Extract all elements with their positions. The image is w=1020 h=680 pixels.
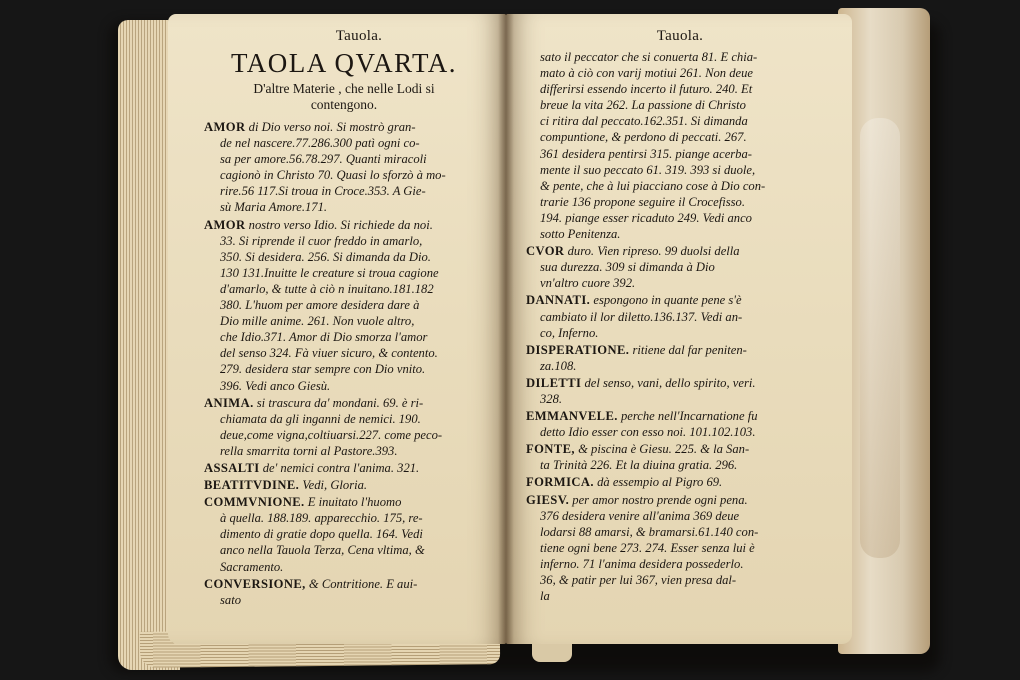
index-entry [526, 474, 834, 490]
entry-line: de' nemici contra l'anima. 321. [262, 460, 420, 475]
entry-line: 376 desidera venire all'anima 369 deue [540, 508, 740, 523]
subtitle-line: D'altre Materie , che nelle Lodi si [253, 81, 435, 96]
entry-line: za.108. [540, 358, 577, 373]
entry-line: breue la vita 262. La passione di Christo [540, 98, 746, 113]
index-entry [526, 441, 834, 473]
entry-line: sotto Penitenza. [540, 227, 621, 242]
entry-line: 194. piange esser ricaduto 249. Vedi anco [540, 210, 752, 225]
entry-line: sato [220, 592, 241, 607]
entry-heading: FONTE, [526, 442, 575, 457]
index-entry [204, 395, 484, 459]
entry-heading: BEATITVDINE. [204, 478, 300, 493]
entry-line: cagionò in Christo 70. Quasi lo sforzò à mo- [220, 168, 446, 183]
entry-line: nostro verso Idio. Si richiede da noi. [248, 217, 433, 232]
entry-line: deue,come vigna,coltiuarsi.227. come peco- [220, 427, 443, 442]
index-entry [204, 119, 484, 216]
entry-line: del senso 324. Fà viuer sicuro, & contento. [220, 346, 438, 361]
entry-heading: AMOR [204, 217, 246, 232]
entry-heading: FORMICA. [526, 475, 594, 490]
entry-line: 361 desidera pentirsi 315. piange acerba- [540, 146, 752, 161]
entry-heading: DISPERATIONE. [526, 342, 630, 357]
entry-line: 33. Si riprende il cuor freddo in amarlo, [220, 233, 423, 248]
index-entry [526, 492, 834, 605]
entry-line: cambiato il lor diletto.136.137. Vedi an- [540, 309, 743, 324]
entry-heading: CONVERSIONE, [204, 576, 306, 591]
entry-line: & pente, che à lui piacciano cose à Dio con- [540, 178, 766, 193]
running-head-right: Tauola. [656, 28, 704, 44]
index-entry [526, 408, 834, 440]
page-subtitle [204, 81, 484, 113]
entry-line: espongono in quante pene s'è [593, 293, 742, 308]
entry-heading: DILETTI [526, 375, 582, 390]
entry-line: 396. Vedi anco Giesù. [220, 378, 331, 393]
entry-heading: ANIMA. [204, 395, 254, 410]
entry-line: del senso, vani, dello spirito, veri. [584, 375, 756, 390]
entry-heading: DANNATI. [526, 293, 591, 308]
entry-heading: AMOR [204, 120, 246, 134]
entry-line: inferno. 71 l'anima desidera possederlo. [540, 556, 744, 571]
entry-line: chiamata da gli inganni de nemici. 190. [220, 411, 421, 426]
entry-line: d'amarlo, & tutte à ciò n inuitano.181.182 [220, 281, 434, 296]
entry-line: Vedi, Gloria. [302, 478, 368, 493]
entry-line: rire.56 117.Si troua in Croce.353. A Gie- [220, 184, 426, 199]
index-entry [526, 243, 834, 291]
entry-line: compuntione, & perdono di peccati. 267. [540, 130, 747, 145]
entry-line: ci ritira dal peccato.162.351. Si dimanda [540, 114, 748, 129]
index-entry [204, 477, 484, 493]
entry-heading: ASSALTI [204, 460, 260, 475]
index-entry [526, 375, 834, 407]
entry-line: 328. [540, 391, 563, 406]
entry-heading: COMMVNIONE. [204, 495, 305, 510]
index-entry [204, 576, 484, 608]
entry-line: sua durezza. 309 si dimanda à Dio [540, 260, 715, 275]
entry-line: duro. Vien ripreso. 99 duolsi della [567, 244, 740, 259]
index-entries-left [204, 119, 484, 608]
entry-line: co, Inferno. [540, 325, 599, 340]
index-entry [526, 49, 834, 242]
index-entry [526, 342, 834, 374]
entry-line: dimento di gratie dopo quella. 164. Vedi [220, 527, 423, 542]
entry-line: 36, & patir per lui 367, vien presa dal- [540, 573, 737, 587]
entry-heading: CVOR [526, 244, 565, 259]
entry-line: ta Trinità 226. Et la diuina gratia. 296. [540, 458, 738, 473]
entry-line: differirsi essendo incerto il futuro. 240. Et [540, 82, 753, 97]
entry-line: sa per amore.56.78.297. Quanti miracoli [220, 152, 427, 167]
entry-line: di Dio verso noi. Si mostrò gran- [248, 120, 416, 134]
entry-line: tiene ogni bene 273. 274. Esser senza lui è [540, 540, 755, 555]
entry-line: detto Idio esser con esso noi. 101.102.103. [540, 425, 756, 440]
entry-line: & Contritione. E aui- [308, 576, 418, 591]
entry-line: trarie 136 propone seguire il Crocefisso. [540, 194, 745, 209]
entry-line: 279. desidera star sempre con Dio vnito. [220, 362, 426, 377]
entry-line: la [540, 589, 550, 604]
index-entry [204, 494, 484, 574]
entry-line: dà essempio al Pigro 69. [597, 475, 723, 490]
entry-line: Dio mille anime. 261. Non vuole altro, [220, 314, 415, 329]
index-entries-right [526, 49, 834, 604]
entry-line: rella smarrita torni al Pastore.393. [220, 443, 398, 458]
subtitle-line: contengono. [310, 97, 378, 112]
entry-line: sù Maria Amore.171. [220, 200, 328, 215]
entry-line: ritiene dal far peniten- [632, 342, 747, 357]
entry-line: si trascura da' mondani. 69. è ri- [256, 395, 424, 410]
book-gutter [498, 14, 514, 644]
index-entry [204, 460, 484, 476]
page-title: TAOLA QVARTA. [230, 48, 458, 78]
entry-line: 130 131.Inuitte le creature si troua cagione [220, 265, 439, 280]
entry-heading: GIESV. [526, 492, 570, 507]
entry-line: vn'altro cuore 392. [540, 276, 636, 291]
entry-line: 380. L'huom per amore desidera dare à [220, 298, 420, 313]
entry-line: che Idio.371. Amor di Dio smorza l'amor [220, 330, 428, 345]
index-entry [204, 217, 484, 394]
entry-line: & piscina è Giesu. 225. & la San- [578, 442, 750, 457]
entry-line: sato il peccator che si conuerta 81. E chia- [540, 50, 758, 64]
entry-line: mato à ciò con varij motiui 261. Non deue [540, 66, 754, 81]
entry-line: perche nell'Incarnatione fu [620, 409, 758, 424]
running-head-left: Tauola. [335, 28, 383, 44]
entry-line: anco nella Tauola Terza, Cena vltima, & [220, 543, 425, 558]
entry-line: lodarsi 88 amarsi, & bramarsi.61.140 con- [540, 524, 759, 539]
index-entry [526, 292, 834, 340]
entry-line: Sacramento. [220, 559, 284, 574]
entry-line: à quella. 188.189. apparecchio. 175, re- [220, 511, 423, 526]
entry-line: mente il suo peccato 61. 319. 393 si duole, [540, 162, 756, 177]
entry-line: de nel nascere.77.286.300 patì ogni co- [220, 136, 420, 151]
entry-line: E inuitato l'huomo [307, 495, 402, 510]
right-page [506, 14, 852, 644]
entry-line: per amor nostro prende ogni pena. [572, 492, 748, 507]
entry-heading: EMMANVELE. [526, 409, 618, 424]
entry-line: 350. Si desidera. 256. Si dimanda da Dio. [220, 249, 431, 264]
left-page [168, 14, 506, 644]
